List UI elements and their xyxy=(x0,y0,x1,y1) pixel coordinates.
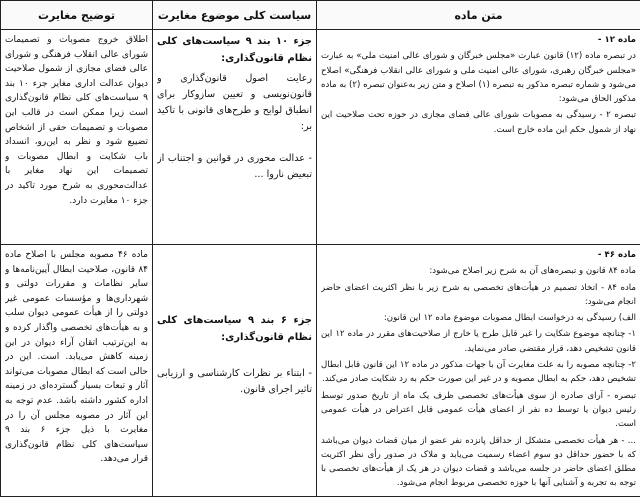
article-paragraph: تبصره - آرای صادره از سوی هیأت‌های تخصصی ظرف یک ماه از تاریخ صدور توسط رئیس دیوان یا توسط ده نفر از اعضای هیأت عمومی قابل اعتراض در هیأت عمومی است. xyxy=(321,389,636,432)
policy-cell xyxy=(153,30,317,245)
policy-line: - ابتناء بر نظرات کارشناسی و ارزیابی تاثیر اجرای قانون. xyxy=(157,366,312,398)
article-cell xyxy=(317,245,640,497)
article-title: ماده ۴۶ - xyxy=(321,248,636,262)
policy-title: جزء ۶ بند ۹ سیاست‌های کلی نظام قانون‌گذاری: xyxy=(157,312,312,346)
article-paragraph: ماده ۸۴ - اتخاذ تصمیم در هیأت‌های تخصصی به شرح زیر با نظر اکثریت اعضای حاضر انجام می‌شود: xyxy=(321,281,636,310)
header-policy: سیاست کلی موضوع مغایرت xyxy=(153,1,317,30)
article-paragraph: در تبصره ماده (۱۲) قانون عبارت «مجلس خبرگان و شورای عالی امنیت ملی» به عبارت «مجلس خبرگان رهبری، شورای عالی امنیت ملی و شورای عالی انقلاب فرهنگی» اصلاح می‌شود و شماره تبصره مذکور به تبصره (۱) اصلاح و متن زیر به‌عنوان تبصره (۲) به ماده مذکور الحاق می‌شود: xyxy=(321,49,636,106)
policy-line: - عدالت محوری در قوانین و اجتناب از تبعیض ناروا ... xyxy=(157,151,312,183)
article-title: ماده ۱۲ - xyxy=(321,33,636,47)
article-paragraph: الف) رسیدگی به درخواست ابطال مصوبات موضوع ماده ۱۲ این قانون: xyxy=(321,311,636,325)
table-row xyxy=(1,30,640,245)
article-paragraph: ۲- چنانچه مصوبه را به علت مغایرت آن با جهات مذکور در ماده ۱۲ این قانون قابل ابطال تشخیص دهد، حکم به ابطال مصوبه و در غیر این صورت حکم به رد شکایت صادر می‌کند. xyxy=(321,358,636,387)
header-row xyxy=(1,1,640,30)
policy-cell xyxy=(153,245,317,497)
policy-title: جزء ۱۰ بند ۹ سیاست‌های کلی نظام قانون‌گذاری: xyxy=(157,33,312,67)
header-main-text: متن ماده xyxy=(317,1,640,30)
policy-line: رعایت اصول قانون‌گذاری و قانون‌نویسی و تعیین سازوکار برای انطباق لوایح و طرح‌های قانونی با تاکید بر: xyxy=(157,71,312,135)
explanation-cell xyxy=(1,30,153,245)
explanation-text: ماده ۴۶ مصوبه مجلس با اصلاح ماده ۸۴ قانون، صلاحیت ابطال آیین‌نامه‌ها و سایر نظامات و مقررات دولتی و شهرداری‌ها و مؤسسات عمومی غیر دولتی را از هیأت عمومی دیوان سلب و به هیأت‌های تخصصی واگذار کرده و به این‌ترتیب اتقان آراء دیوان در این زمینه کاهش می‌یابد. است. این در حالی است که ابطال مصوبات می‌تواند آثار و تبعات بسیار گسترده‌ای در زمینه اداره کشور داشته باشد. عدم توجه به این آثار در مصوبه مجلس آن را در مغایرت با ذیل جزء ۶ بند ۹ سیاست‌های کلی نظام قانون‌گذاری قرار می‌دهد. xyxy=(5,248,148,467)
article-cell xyxy=(317,30,640,245)
article-paragraph: ۱- چنانچه موضوع شکایت را غیر قابل طرح یا خارج از صلاحیت‌های مقرر در ماده ۱۲ این قانون تشخیص دهد، قرار مقتضی صادر می‌نماید. xyxy=(321,327,636,356)
article-paragraph: ... - هر هیأت تخصصی متشکل از حداقل پانزده نفر عضو از میان قضات دیوان می‌باشد که با حضور حداقل دو سوم اعضاء رسمیت می‌یابد و ملاک در صدور رأی نظر اکثریت مطلق اعضای حاضر در جلسه می‌باشد و قضات دیوان در هر یک از هیأت‌های تخصصی با توجه به تجربه و آشنایی آنها با حوزه تخصصی مربوط انجام می‌شود. xyxy=(321,434,636,491)
header-explanation: توضیح مغایرت xyxy=(1,1,153,30)
explanation-text: اطلاق خروج مصوبات و تصمیمات شورای عالی انقلاب فرهنگی و شورای عالی فضای مجازی از شمول صلاحیت دیوان عدالت اداری مغایر جزء ۱۰ بند ۹ سیاست‌های کلی نظام قانون‌گذاری است زیرا ممکن است در قالب این مصوبات و تصمیمات حقی از اشخاص تضییع شود و نظر به این‌رو، انسداد باب شکایت و ابطال مصوبات و تصمیمات این نهاد مغایر با عدالت‌محوری به شرح مورد تاکید در جزء ۱۰ مغایرت دارد. xyxy=(5,33,148,208)
table-row xyxy=(1,245,640,497)
explanation-cell xyxy=(1,245,153,497)
article-paragraph: تبصره ۲ - رسیدگی به مصوبات شورای عالی فضای مجازی در حوزه تحت صلاحیت این نهاد از شمول حکم این ماده خارج است. xyxy=(321,108,636,137)
article-paragraph: ماده ۸۴ قانون و تبصره‌های آن به شرح زیر اصلاح می‌شود: xyxy=(321,264,636,278)
